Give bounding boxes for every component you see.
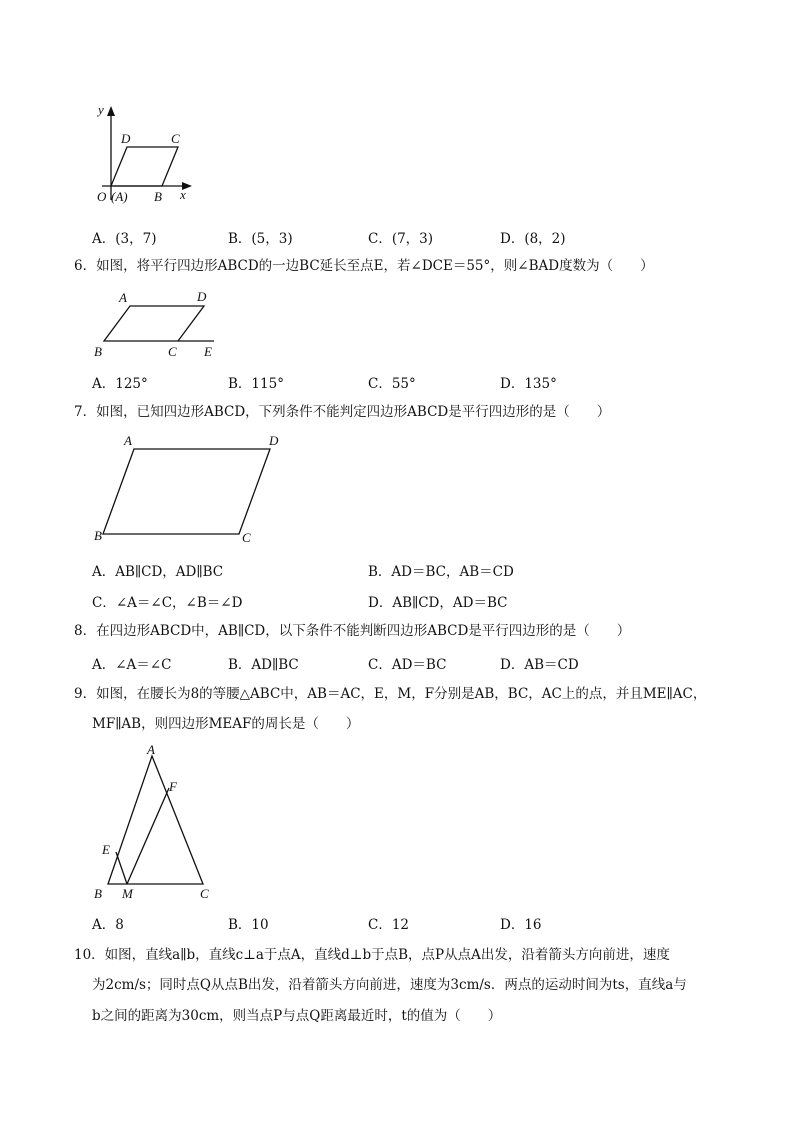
- label-x: x: [180, 187, 186, 202]
- q9-option-d[interactable]: D．16: [500, 917, 542, 933]
- q9-text-line2: MF∥AB，则四边形MEAF的周长是（ ）: [92, 716, 360, 732]
- segment-mf: [127, 788, 169, 884]
- q9-option-c[interactable]: C．12: [368, 917, 410, 933]
- y-axis-arrow: [107, 106, 115, 116]
- label-b: B: [94, 528, 102, 543]
- label-d: D: [197, 289, 207, 304]
- label-c: C: [242, 530, 251, 545]
- q7-option-d[interactable]: D．AB∥CD，AD＝BC: [368, 595, 508, 611]
- parallelogram-abcd: [111, 147, 178, 186]
- q7-option-c[interactable]: C．∠A＝∠C，∠B＝∠D: [92, 595, 243, 611]
- q6-figure: [92, 286, 222, 361]
- parallelogram-abcd: [104, 306, 204, 341]
- q7-text: 7．如图，已知四边形ABCD，下列条件不能判定四边形ABCD是平行四边形的是（ ）: [74, 404, 611, 420]
- label-a: A: [124, 433, 132, 448]
- label-b: B: [154, 189, 162, 204]
- q8-option-a[interactable]: A．∠A＝∠C: [92, 657, 172, 673]
- label-b: B: [94, 344, 102, 359]
- quadrilateral-abcd: [103, 449, 270, 534]
- q6-text: 6．如图，将平行四边形ABCD的一边BC延长至点E，若∠DCE＝55°，则∠BAD度数为（ ）: [74, 258, 654, 274]
- label-y: y: [98, 102, 104, 117]
- q8-text: 8．在四边形ABCD中，AB∥CD，以下条件不能判断四边形ABCD是平行四边形的是（ ）: [74, 623, 631, 639]
- label-a: A: [147, 742, 155, 757]
- label-a: A: [119, 290, 127, 305]
- q6-option-c[interactable]: C．55°: [368, 376, 416, 392]
- label-e: E: [204, 344, 212, 359]
- label-a: (A): [111, 189, 128, 204]
- q10-text-line1: 10．如图，直线a∥b，直线c⊥a于点A，直线d⊥b于点B，点P从点A出发，沿着箭头方向前进，速度: [74, 947, 670, 963]
- q5-option-a[interactable]: A．(3，7): [92, 231, 157, 247]
- label-c: C: [200, 886, 209, 901]
- q7-option-b[interactable]: B．AD＝BC，AB＝CD: [368, 564, 514, 580]
- q9-option-a[interactable]: A．8: [92, 917, 124, 933]
- q6-option-a[interactable]: A．125°: [92, 376, 148, 392]
- label-m: M: [122, 886, 133, 901]
- q5-option-d[interactable]: D．(8，2): [500, 231, 566, 247]
- q9-figure: [92, 742, 222, 902]
- q5-figure: [92, 100, 202, 210]
- label-b: B: [94, 886, 102, 901]
- q5-option-b[interactable]: B．(5，3): [228, 231, 293, 247]
- q8-option-d[interactable]: D．AB＝CD: [500, 657, 579, 673]
- label-d: D: [121, 131, 131, 146]
- q8-option-c[interactable]: C．AD＝BC: [368, 657, 447, 673]
- q10-text-line3: b之间的距离为30cm，则当点P与点Q距离最近时，t的值为（ ）: [92, 1008, 502, 1024]
- q6-option-b[interactable]: B．115°: [228, 376, 284, 392]
- q8-option-b[interactable]: B．AD∥BC: [228, 657, 299, 673]
- segment-me: [116, 852, 127, 884]
- q5-option-c[interactable]: C．(7，3): [368, 231, 434, 247]
- q6-option-d[interactable]: D．135°: [500, 376, 557, 392]
- label-c: C: [171, 131, 180, 146]
- q9-option-b[interactable]: B．10: [228, 917, 269, 933]
- label-c: C: [168, 344, 177, 359]
- q9-text-line1: 9．如图，在腰长为8的等腰△ABC中，AB＝AC，E，M，F分别是AB，BC，AC上的点，并且ME∥AC，: [74, 686, 707, 702]
- label-e: E: [102, 842, 110, 857]
- q7-option-a[interactable]: A．AB∥CD，AD∥BC: [92, 564, 224, 580]
- q7-figure: [92, 430, 292, 550]
- q10-text-line2: 为2cm/s；同时点Q从点B出发，沿着箭头方向前进，速度为3cm/s．两点的运动时间为ts，直线a与: [92, 977, 687, 993]
- label-f: F: [169, 779, 177, 794]
- label-d: D: [269, 433, 279, 448]
- label-o: O: [97, 189, 107, 204]
